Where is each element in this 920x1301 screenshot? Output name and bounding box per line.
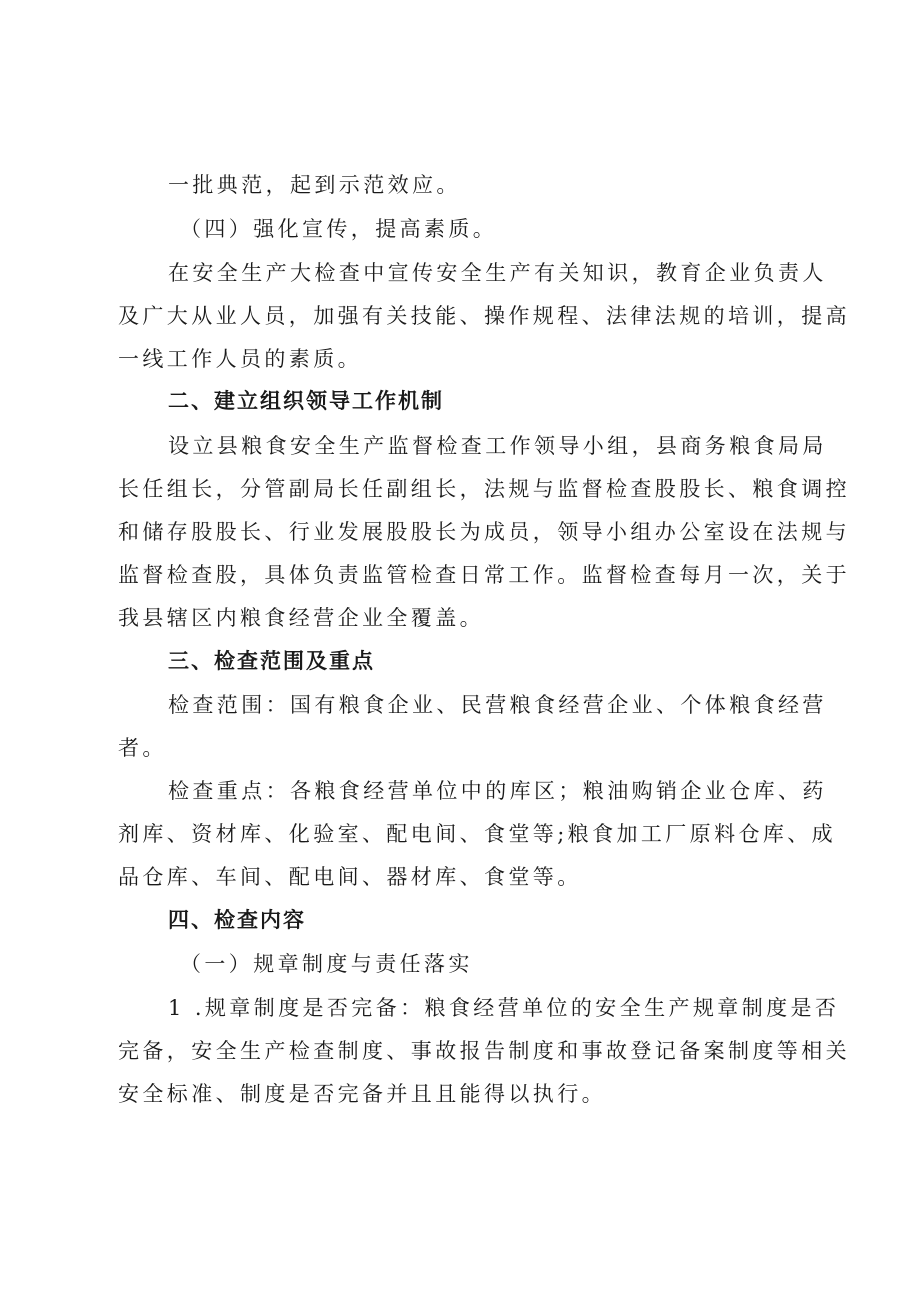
paragraph-line: 检查重点：各粮食经营单位中的库区；粮油购销企业仓库、药 — [168, 779, 827, 803]
paragraph-line: 完备，安全生产检查制度、事故报告制度和事故登记备案制度等相关 — [118, 1039, 850, 1063]
paragraph-line: 和储存股股长、行业发展股股长为成员，领导小组办公室设在法规与 — [118, 520, 850, 544]
section-heading: 三、检查范围及重点 — [168, 649, 375, 673]
paragraph-line: 一批典范，起到示范效应。 — [168, 173, 461, 197]
paragraph-line: 一线工作人员的素质。 — [118, 347, 362, 371]
paragraph-line: 及广大从业人员，加强有关技能、操作规程、法律法规的培训，提高 — [118, 304, 850, 328]
paragraph-line: 检查范围：国有粮食企业、民营粮食经营企业、个体粮食经营 — [168, 693, 827, 717]
section-heading: 二、建立组织领导工作机制 — [168, 389, 444, 413]
section-heading: 四、检查内容 — [168, 908, 306, 932]
paragraph-line: 长任组长，分管副局长任副组长，法规与监督检查股股长、粮食调控 — [118, 477, 850, 501]
paragraph-line: 设立县粮食安全生产监督检查工作领导小组，县商务粮食局局 — [168, 434, 827, 458]
paragraph-line: 品仓库、车间、配电间、器材库、食堂等。 — [118, 865, 582, 889]
paragraph-line: 安全标准、制度是否完备并且且能得以执行。 — [118, 1082, 606, 1106]
section-subtitle: （一）规章制度与责任落实 — [180, 952, 473, 976]
paragraph-line: 在安全生产大检查中宣传安全生产有关知识，教育企业负责人 — [168, 261, 827, 285]
paragraph-line: 剂库、资材库、化验室、配电间、食堂等;粮食加工厂原料仓库、成 — [118, 822, 837, 846]
paragraph-line: 1 .规章制度是否完备：粮食经营单位的安全生产规章制度是否 — [168, 996, 840, 1020]
paragraph-line: 我县辖区内粮食经营企业全覆盖。 — [118, 606, 484, 630]
paragraph-line: 者。 — [118, 736, 167, 760]
section-subtitle: （四）强化宣传，提高素质。 — [180, 217, 498, 241]
paragraph-line: 监督检查股，具体负责监管检查日常工作。监督检查每月一次，关于 — [118, 563, 850, 587]
